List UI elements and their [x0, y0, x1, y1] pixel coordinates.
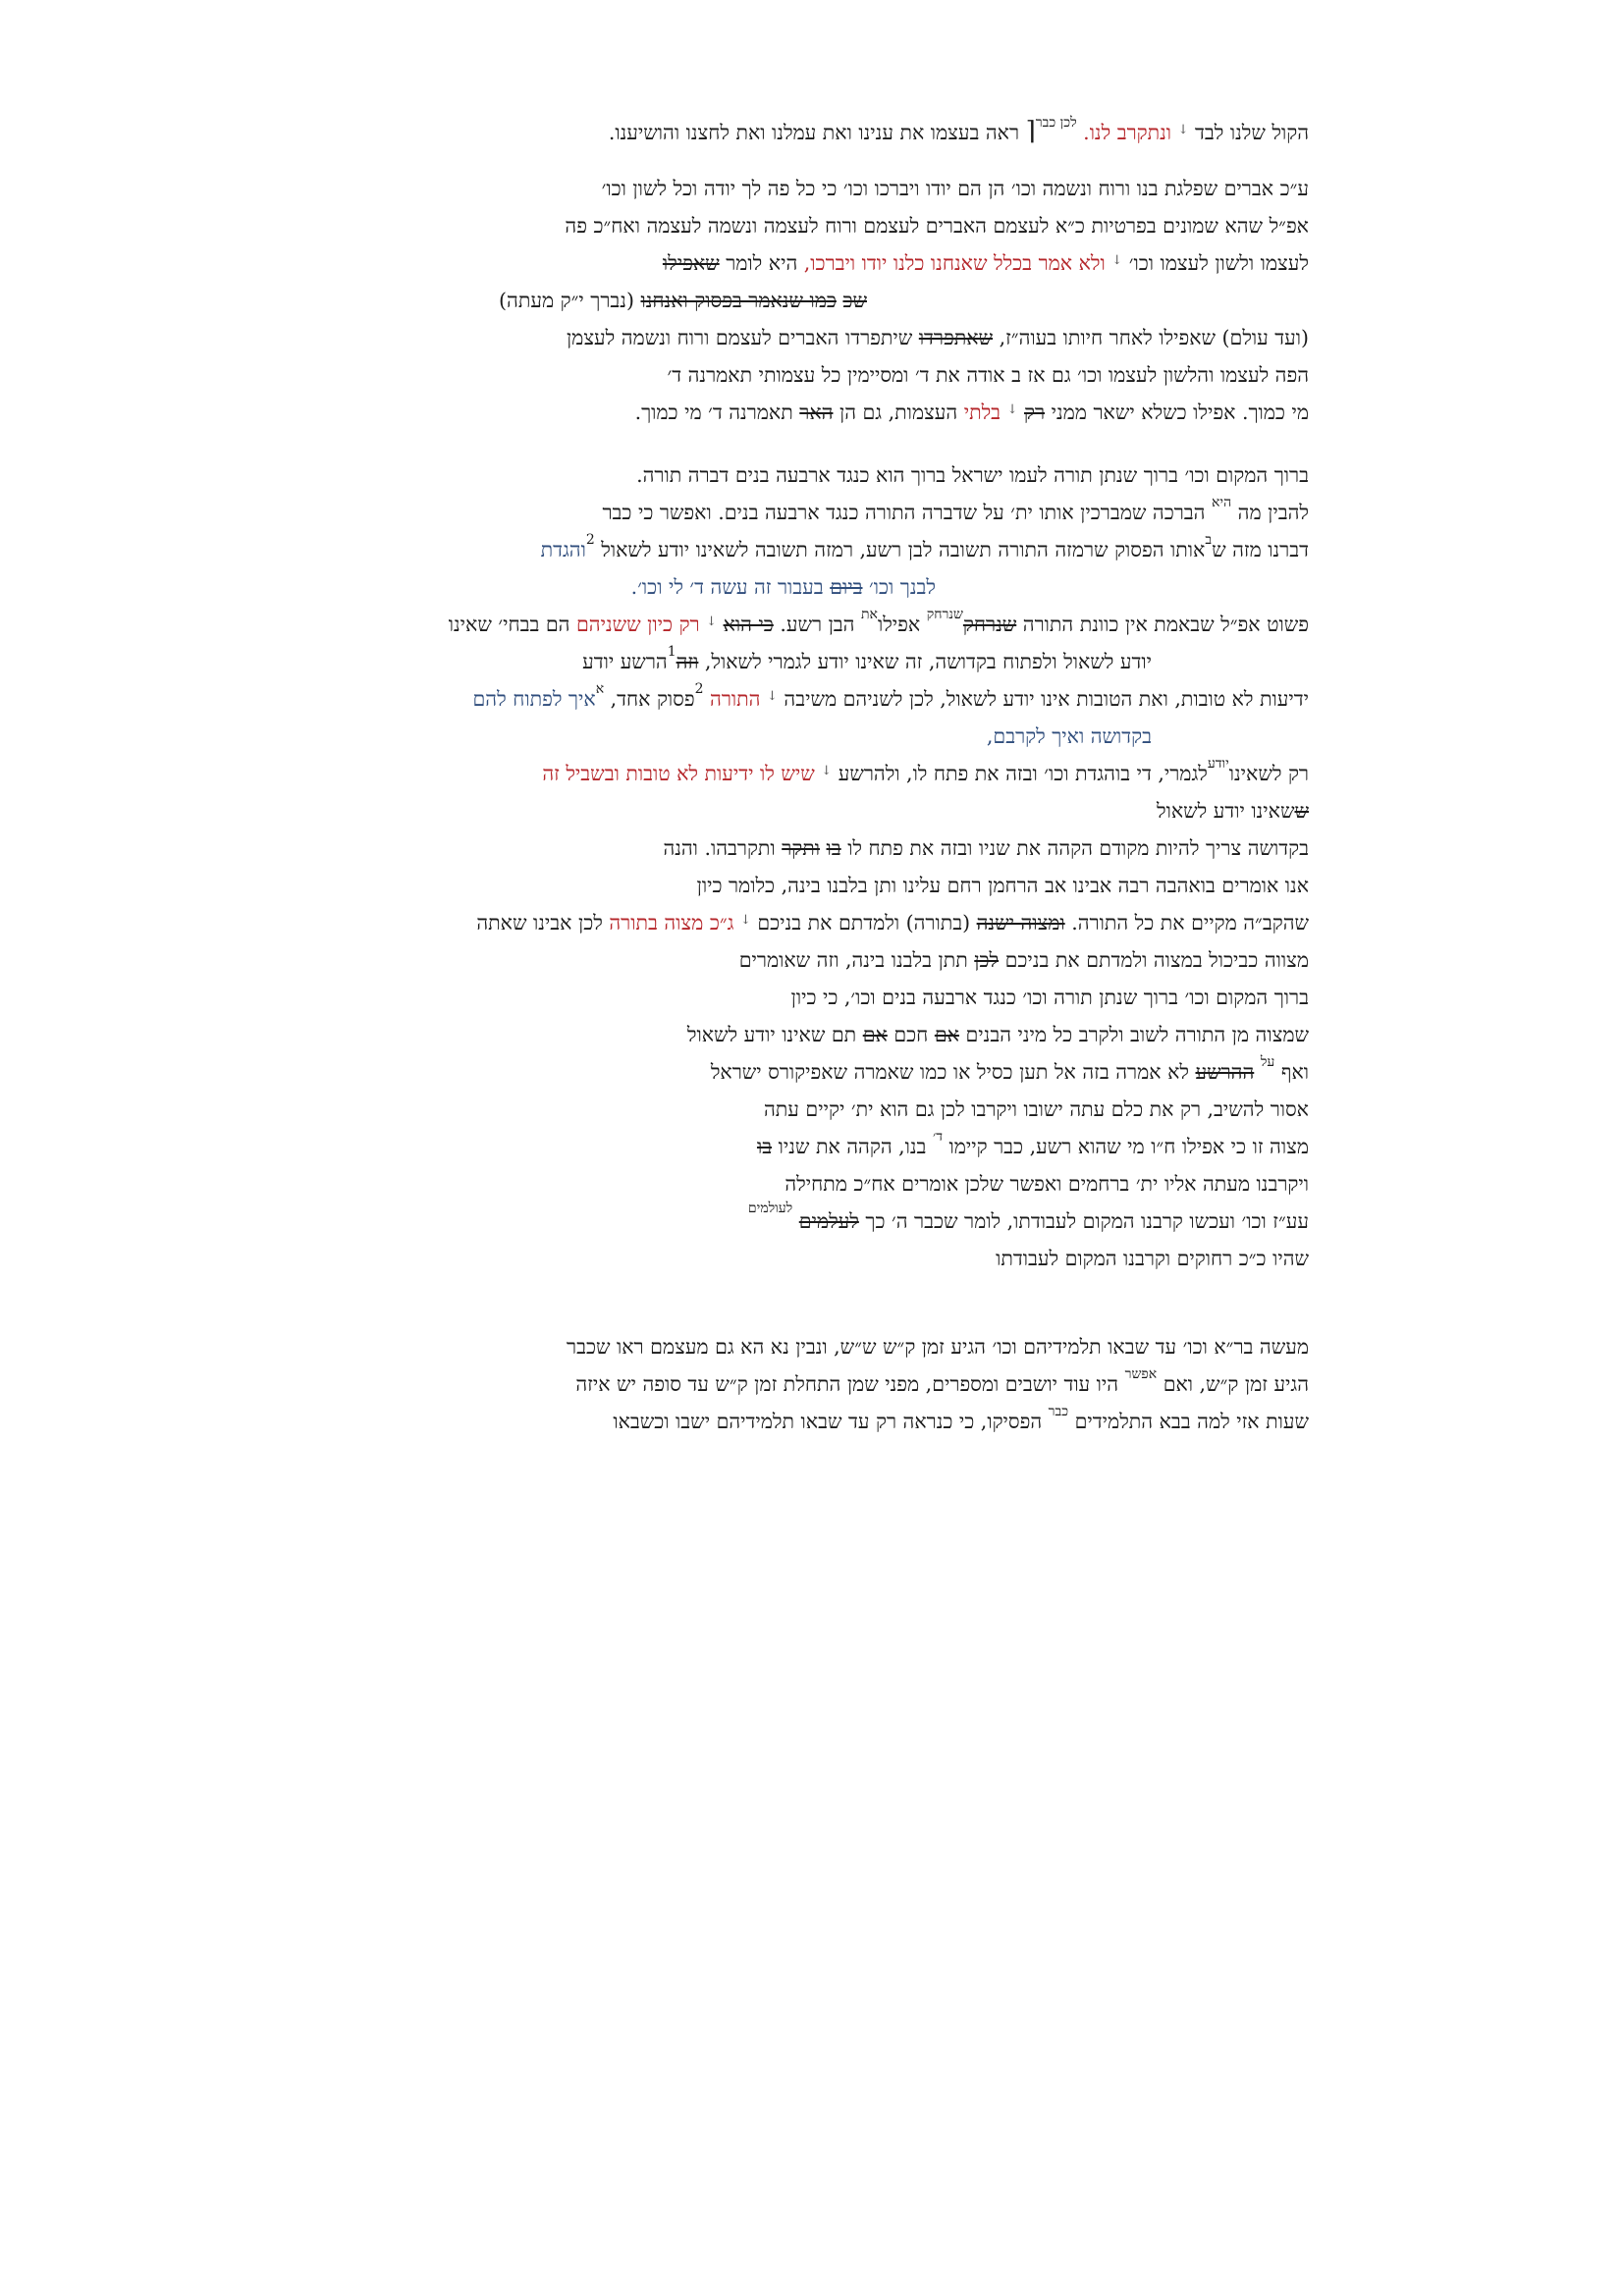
footnote-mark: א [595, 681, 605, 697]
red-insertion: בלתי [963, 400, 1001, 424]
line-p3-18: אסור להשיב, רק את כלם עתה ישובו ויקרבו לכן גם הוא ית׳ יקיים עתה [764, 1097, 1309, 1121]
text: עע״ז וכו׳ ועכשו קרבנו המקום לעבודתו, לומר שכבר ה׳ כך [865, 1209, 1309, 1233]
text: פסוק אחד, [610, 687, 695, 711]
text: תם שאינו יודע לשאול [686, 1023, 857, 1046]
strikethrough-text: בו [756, 1135, 773, 1158]
footnote-mark: 2 [585, 532, 595, 548]
blue-insertion: והגדת [540, 538, 586, 561]
strikethrough-text: שאתפרדו [918, 326, 994, 349]
interlinear-addition: יודע [1207, 756, 1229, 772]
footnote-mark: 2 [694, 681, 704, 697]
line-p3-15: ברוך המקום וכו׳ ברוך שנתן תורה וכו׳ כנגד ארבעה בנים וכו׳, כי כיון [790, 986, 1309, 1009]
strikethrough-text: ותקר [782, 836, 820, 860]
text: פשוט אפ״ל שבאמת אין כוונת התורה [1022, 613, 1309, 636]
insert-arrow-icon: ↓ [1111, 253, 1123, 268]
line-p2-4 [0, 287, 867, 314]
text: (בתורה) ולמדתם את בניכם [757, 911, 971, 934]
text: לכן אבינו שאתה [476, 911, 603, 934]
strikethrough-text: ההרשע [1195, 1060, 1255, 1084]
blue-text: בעבור זה עשה ד׳ לי וכו׳. [630, 575, 824, 599]
blue-insertion: איך לפתוח להם [472, 687, 596, 711]
interlinear-addition: לכן כבר [1035, 115, 1077, 131]
text: להבין מה [1237, 501, 1309, 524]
line-p3-5 [32, 607, 1309, 642]
insert-arrow-icon: ↓ [821, 764, 833, 778]
interlinear-addition: לעולמים [747, 1201, 793, 1216]
line-p3-19 [32, 1129, 1309, 1163]
line-p3-10 [32, 797, 1309, 825]
line-p2-3 [32, 249, 1309, 281]
text: העצמות, גם הן [839, 400, 958, 424]
line-p1-1 [32, 115, 1309, 150]
text: שהקב״ה מקיים את כל התורה. [1071, 911, 1309, 934]
interlinear-addition: את [861, 607, 878, 622]
text: (נברך י״ק מעתה) [499, 289, 634, 312]
line-p3-8: בקדושה ואיך לקרבם, [986, 724, 1152, 748]
interlinear-addition: היא [1212, 495, 1232, 510]
insert-arrow-icon: ↓ [739, 913, 751, 928]
text: מצוה זו כי אפילו ח״ו מי שהוא רשע, כבר קיימו [948, 1135, 1309, 1158]
text: בנו, הקהה את שניו [778, 1135, 927, 1158]
line-p3-3 [32, 532, 1309, 566]
text: חכם [893, 1023, 929, 1046]
strikethrough-text: שאפילו [662, 251, 720, 275]
line-p3-6 [0, 644, 1152, 678]
strikethrough-text: בו [826, 836, 841, 860]
strikethrough-text: אם [934, 1023, 959, 1046]
text: שאינו יודע לשאול [1157, 799, 1295, 823]
text: בקדושה צריך להיות מקודם הקהה את שניו ובזה את פתח לו [847, 836, 1309, 860]
text: שיתפרדו האברים לעצמם ורוח ונשמה לעצמן [566, 326, 913, 349]
text: אפילו [877, 613, 921, 636]
strikethrough-text: אם [862, 1023, 888, 1046]
insert-arrow-icon: ↓ [766, 689, 778, 704]
line-p2-6: הפה לעצמו והלשון לעצמו וכו׳ גם אז ב אודה את ד׳ ומסיימין כל עצמותי תאמרנה ד׳ [667, 363, 1309, 387]
red-insertion: שיש לו ידיעות לא טובות ובשביל זה [542, 762, 815, 785]
text: לגמרי, די בוהגדת וכו׳ ובזה את פתח לו, ולהרשע [838, 762, 1208, 785]
blue-text: לבנך וכו׳ [869, 575, 936, 599]
strikethrough-text: לעלמים [798, 1209, 859, 1233]
text: הבן רשע. [780, 613, 855, 636]
strikethrough-text: כי הוא [723, 613, 774, 636]
line-p4-3 [32, 1404, 1309, 1438]
text: מצווה כביכול במצוה ולמדתם את בניכם [1004, 948, 1309, 972]
strikethrough-text: וזה [676, 650, 699, 673]
strikethrough-text: שנרחק [962, 613, 1017, 636]
strikethrough-text: האר [799, 400, 834, 424]
text: ותקרבהו. והנה [663, 836, 776, 860]
line-p4-2 [32, 1366, 1309, 1401]
text: (ועד עולם) שאפילו לאחר חיותו בעוה״ז, [999, 326, 1309, 349]
interlinear-addition: כבר [1048, 1404, 1069, 1419]
line-p3-7 [32, 681, 1309, 717]
strikethrough-text: ומצוה ישנה [976, 911, 1065, 934]
text: הרשע יודע [582, 650, 668, 673]
line-p3-11 [32, 834, 1309, 862]
text: הם בבחי׳ שאינו [448, 613, 570, 636]
text: ידיעות לא טובות, ואת הטובות אינו יודע לשאול, לכן לשניהם משיבה [784, 687, 1309, 711]
text: היו עוד יושבים ומספרים, מפני שמן התחלת זמן ק״ש עד סופה יש איזה [575, 1372, 1119, 1396]
line-p2-5 [32, 324, 1309, 351]
interlinear-addition: על [1260, 1054, 1275, 1070]
red-insertion: רק כיון ששניהם [576, 613, 700, 636]
red-insertion: ונתקרב לנו. [1083, 121, 1172, 144]
text: ראה בעצמו את ענינו ואת עמלנו ואת לחצנו והושיענו. [608, 121, 1020, 144]
interlinear-addition: ד׳ [932, 1129, 943, 1145]
text: הקול שלנו לבד [1195, 121, 1309, 144]
text: ואף [1280, 1060, 1309, 1084]
line-p2-2: אפ״ל שהא שמונים בפרטיות כ״א לעצמם האברים לעצמם ורוח לעצמה ונשמה לעצמה ואח״כ פה [565, 214, 1309, 238]
text: דברנו מזה ש [1212, 538, 1309, 561]
interlinear-addition: ב [1205, 532, 1213, 548]
line-p3-16 [32, 1021, 1309, 1048]
line-p3-9 [32, 756, 1309, 791]
text: הגיע זמן ק״ש, ואם [1163, 1372, 1309, 1396]
strikethrough-text: ש [1294, 799, 1309, 823]
text: אותו הפסוק שרמזה התורה תשובה לבן רשע, רמזה תשובה לשאינו יודע לשאול [601, 538, 1206, 561]
line-p2-1: ע״כ אברים שפלגת בנו ורוח ונשמה וכו׳ הן הם יודו ויברכו וכו׳ כי כל פה לך יודה וכל לשון וכו׳ [601, 177, 1309, 200]
red-insertion: ולא אמר בכלל שאנחנו כלנו יודו ויברכו, [803, 251, 1106, 275]
text: יודע לשאול ולפתוח בקדושה, זה שאינו יודע לגמרי לשאול, [704, 650, 1152, 673]
strikethrough-text: לכן [974, 948, 1000, 972]
strikethrough-text: רק [1024, 400, 1046, 424]
line-p2-7 [32, 399, 1309, 430]
footnote-mark: 1 [667, 644, 676, 660]
text: הפסיקו, כי כנראה רק עד שבאו תלמידיהם ישבו וכשבאו [613, 1410, 1043, 1433]
strikethrough-text: שכ [842, 289, 867, 312]
text: שעות אזי למה בבא התלמידים [1074, 1410, 1309, 1433]
text: הברכה שמברכין אותו ית׳ על שדברה התורה כנגד ארבעה בנים. ואפשר כי כבר [602, 501, 1206, 524]
interlinear-addition: אפשר [1124, 1366, 1158, 1382]
line-p3-13 [32, 909, 1309, 940]
red-insertion: ג״כ מצוה בתורה [609, 911, 734, 934]
text: תתן בלבנו בינה, וזה שאומרים [738, 948, 968, 972]
text: תאמרנה ד׳ מי כמוך. [634, 400, 793, 424]
text: מי כמוך. אפילו כשלא ישאר ממני [1051, 400, 1309, 424]
line-p3-4 [0, 573, 936, 601]
insert-arrow-icon: ↓ [1006, 402, 1018, 417]
line-p3-17 [32, 1054, 1309, 1089]
insert-arrow-icon: ↓ [1177, 123, 1189, 137]
text: לעצמו ולשון לעצמו וכו׳ [1128, 251, 1309, 275]
line-p3-12: אנו אומרים בואהבה רבה אבינו אב הרחמן רחם עלינו ותן בלבנו בינה, כלומר כיון [696, 874, 1309, 897]
text: לא אמרה בזה אל תען כסיל או כמו שאמרה שאפיקורס ישראל [710, 1060, 1189, 1084]
caret-mark-icon: ⌈ [1025, 117, 1036, 146]
text: היא לומר [726, 251, 798, 275]
strikethrough-text: ביום [830, 575, 863, 599]
red-insertion: התורה [710, 687, 761, 711]
text: שמצוה מן התורה לשוב ולקרב כל מיני הבנים [965, 1023, 1309, 1046]
text: רק לשאינו [1228, 762, 1309, 785]
line-p3-21 [32, 1201, 1309, 1238]
line-p4-1: מעשה בר״א וכו׳ עד שבאו תלמידיהם וכו׳ הגיע זמן ק״ש ש״ש, ונבין נא הא גם מעצמם ראו שכבר [567, 1335, 1309, 1359]
strikethrough-text: כמו שנאמר בפסוק ואנחנו [640, 289, 837, 312]
line-p3-22: שהיו כ״כ רחוקים וקרבנו המקום לעבודתו [996, 1247, 1309, 1270]
insert-arrow-icon: ↓ [706, 614, 718, 629]
line-p3-1: ברוך המקום וכו׳ ברוך שנתן תורה לעמו ישראל ברוך הוא כנגד ארבעה בנים דברה תורה. [636, 463, 1309, 487]
interlinear-addition: שנרחק [926, 607, 963, 622]
line-p3-20: ויקרבנו מעתה אליו ית׳ ברחמים ואפשר שלכן אומרים אח״כ מתחילה [784, 1172, 1309, 1196]
line-p3-14 [32, 946, 1309, 974]
line-p3-2 [32, 495, 1309, 529]
